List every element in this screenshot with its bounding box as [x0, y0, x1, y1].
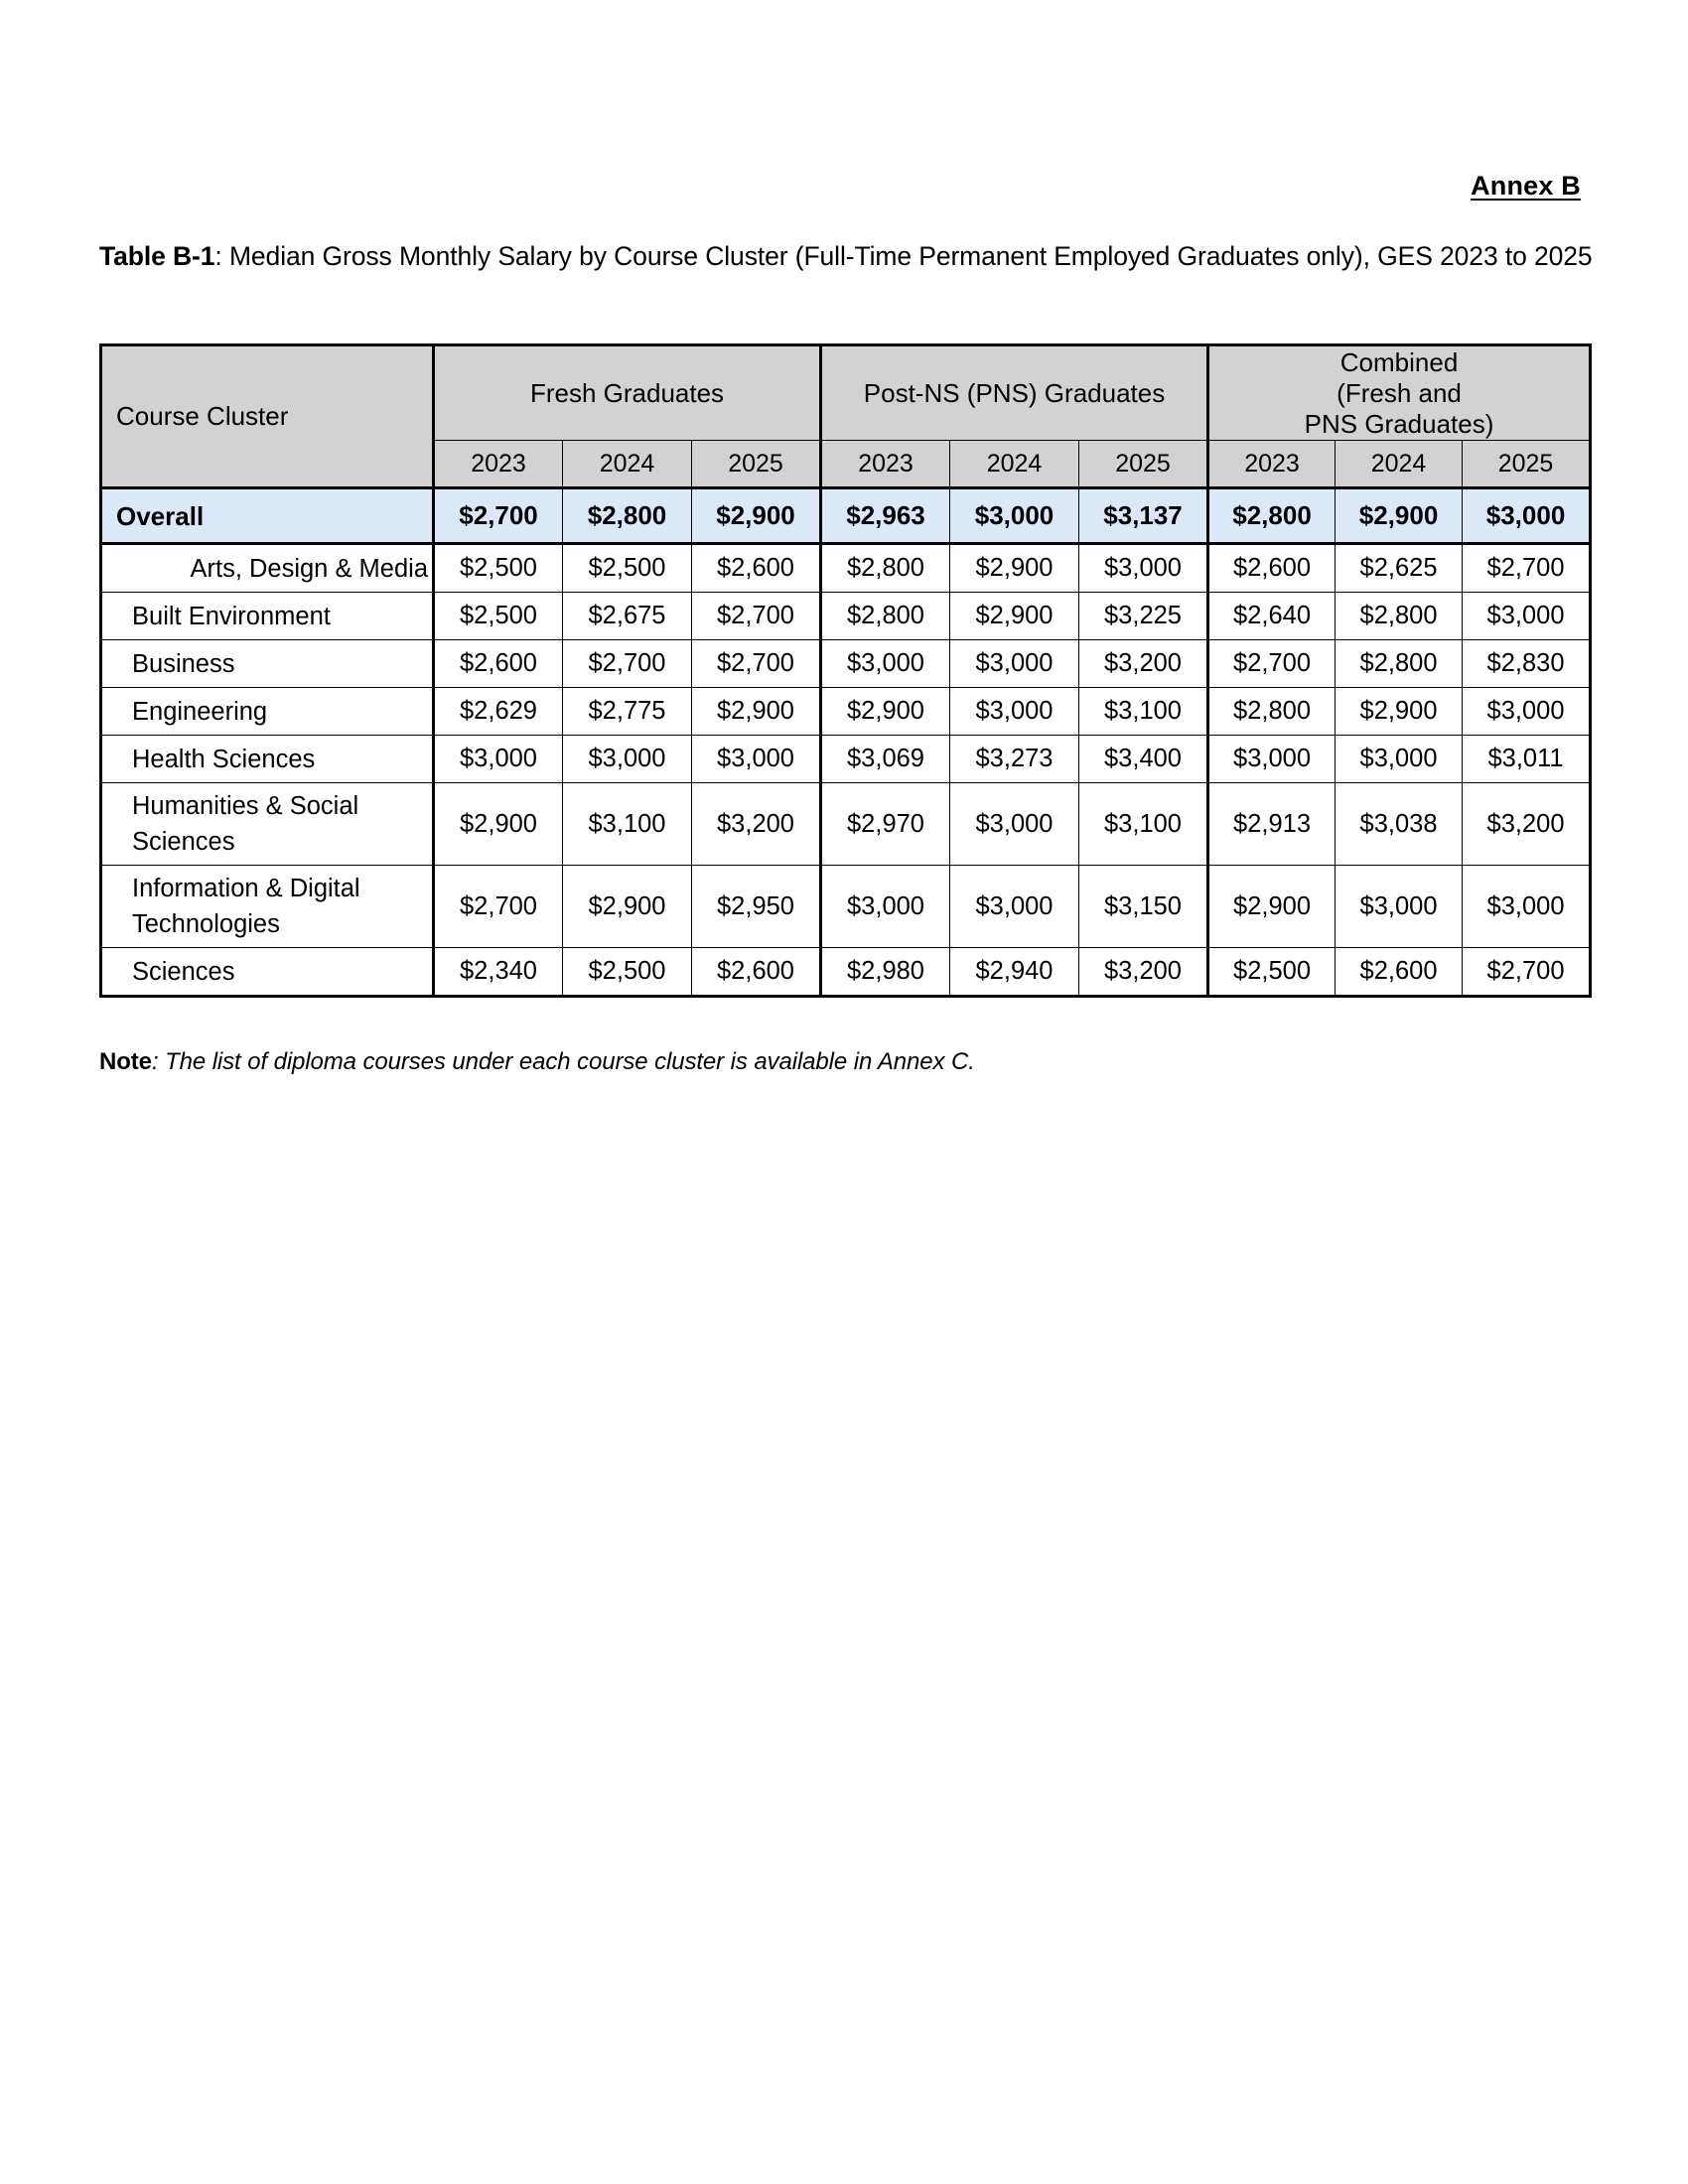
- cell-overall-fresh-2023: $2,700: [434, 488, 563, 544]
- cell-health-combined-2024: $3,000: [1336, 736, 1463, 783]
- cell-business-pns-2025: $3,200: [1079, 640, 1208, 688]
- cell-overall-combined-2024: $2,900: [1336, 488, 1463, 544]
- table-note: [99, 1048, 975, 1076]
- cell-sciences-pns-2025: $3,200: [1079, 948, 1208, 997]
- cell-arts-pns-2023: $2,800: [821, 544, 950, 593]
- cell-infotech-fresh-2023: $2,700: [434, 866, 563, 948]
- cell-built-fresh-2024: $2,675: [563, 593, 692, 640]
- cell-humanities-fresh-2023: $2,900: [434, 783, 563, 866]
- cell-infotech-fresh-2025: $2,950: [692, 866, 821, 948]
- cell-infotech-combined-2023: $2,900: [1208, 866, 1336, 948]
- cell-built-pns-2025: $3,225: [1079, 593, 1208, 640]
- cell-engineering-combined-2025: $3,000: [1463, 688, 1591, 736]
- table-header-group-row: [101, 345, 1591, 441]
- cell-sciences-combined-2023: $2,500: [1208, 948, 1336, 997]
- cell-engineering-fresh-2024: $2,775: [563, 688, 692, 736]
- cell-overall-fresh-2025: $2,900: [692, 488, 821, 544]
- cell-sciences-fresh-2024: $2,500: [563, 948, 692, 997]
- cell-sciences-combined-2024: $2,600: [1336, 948, 1463, 997]
- cell-arts-combined-2025: $2,700: [1463, 544, 1591, 593]
- cell-overall-combined-2025: $3,000: [1463, 488, 1591, 544]
- cell-business-combined-2024: $2,800: [1336, 640, 1463, 688]
- table-row: [101, 593, 1591, 640]
- table-caption-label: Table B-1: [99, 241, 215, 271]
- cell-health-combined-2025: $3,011: [1463, 736, 1591, 783]
- cell-business-fresh-2025: $2,700: [692, 640, 821, 688]
- table-note-label: Note: [99, 1048, 152, 1075]
- header-year-combined-2024: 2024: [1336, 441, 1463, 488]
- header-course-cluster: Course Cluster: [101, 345, 434, 488]
- header-year-pns-2023: 2023: [821, 441, 950, 488]
- cell-built-pns-2023: $2,800: [821, 593, 950, 640]
- header-year-fresh-2025: 2025: [692, 441, 821, 488]
- table-row: [101, 948, 1591, 997]
- cell-sciences-combined-2025: $2,700: [1463, 948, 1591, 997]
- cell-arts-pns-2024: $2,900: [950, 544, 1079, 593]
- cell-humanities-pns-2024: $3,000: [950, 783, 1079, 866]
- cell-health-fresh-2023: $3,000: [434, 736, 563, 783]
- table-note-text: : The list of diploma courses under each course cluster is available in Annex C.: [151, 1048, 975, 1075]
- row-label-overall: Overall: [101, 488, 434, 544]
- cell-infotech-pns-2025: $3,150: [1079, 866, 1208, 948]
- cell-business-pns-2024: $3,000: [950, 640, 1079, 688]
- cell-health-combined-2023: $3,000: [1208, 736, 1336, 783]
- table-row: [101, 736, 1591, 783]
- row-label-business: Business: [101, 640, 434, 688]
- row-label-engineering: Engineering: [101, 688, 434, 736]
- cell-infotech-combined-2025: $3,000: [1463, 866, 1591, 948]
- cell-infotech-combined-2024: $3,000: [1336, 866, 1463, 948]
- cell-overall-pns-2025: $3,137: [1079, 488, 1208, 544]
- header-group-fresh: Fresh Graduates: [434, 345, 821, 441]
- header-group-combined-line1: Combined: [1339, 346, 1459, 377]
- cell-health-pns-2023: $3,069: [821, 736, 950, 783]
- cell-health-pns-2024: $3,273: [950, 736, 1079, 783]
- table-row: [101, 640, 1591, 688]
- row-label-humanities-social-sciences: Humanities & Social Sciences: [101, 783, 434, 866]
- header-group-combined-line3: PNS Graduates): [1304, 408, 1494, 439]
- cell-overall-fresh-2024: $2,800: [563, 488, 692, 544]
- cell-business-fresh-2023: $2,600: [434, 640, 563, 688]
- cell-arts-fresh-2023: $2,500: [434, 544, 563, 593]
- cell-humanities-fresh-2024: $3,100: [563, 783, 692, 866]
- salary-table-container: [99, 343, 1589, 998]
- cell-built-fresh-2023: $2,500: [434, 593, 563, 640]
- cell-sciences-fresh-2023: $2,340: [434, 948, 563, 997]
- table-row: [101, 866, 1591, 948]
- cell-health-fresh-2024: $3,000: [563, 736, 692, 783]
- header-group-combined-line2: (Fresh and: [1336, 377, 1462, 408]
- cell-health-pns-2025: $3,400: [1079, 736, 1208, 783]
- cell-engineering-pns-2025: $3,100: [1079, 688, 1208, 736]
- cell-infotech-pns-2023: $3,000: [821, 866, 950, 948]
- table-row: [101, 783, 1591, 866]
- cell-sciences-pns-2024: $2,940: [950, 948, 1079, 997]
- header-year-combined-2025: 2025: [1463, 441, 1591, 488]
- cell-business-combined-2023: $2,700: [1208, 640, 1336, 688]
- table-caption-text: : Median Gross Monthly Salary by Course Cluster (Full-Time Permanent Employed Graduates only), GES 2023 to 2025: [214, 241, 1593, 271]
- header-year-fresh-2024: 2024: [563, 441, 692, 488]
- cell-arts-combined-2023: $2,600: [1208, 544, 1336, 593]
- header-group-pns: Post-NS (PNS) Graduates: [821, 345, 1208, 441]
- cell-built-fresh-2025: $2,700: [692, 593, 821, 640]
- cell-built-pns-2024: $2,900: [950, 593, 1079, 640]
- row-label-built-environment: Built Environment: [101, 593, 434, 640]
- row-label-sciences: Sciences: [101, 948, 434, 997]
- salary-table: [99, 343, 1592, 998]
- cell-humanities-combined-2025: $3,200: [1463, 783, 1591, 866]
- cell-humanities-pns-2025: $3,100: [1079, 783, 1208, 866]
- cell-business-fresh-2024: $2,700: [563, 640, 692, 688]
- header-year-combined-2023: 2023: [1208, 441, 1336, 488]
- cell-arts-combined-2024: $2,625: [1336, 544, 1463, 593]
- cell-built-combined-2024: $2,800: [1336, 593, 1463, 640]
- table-row: [101, 544, 1591, 593]
- cell-built-combined-2023: $2,640: [1208, 593, 1336, 640]
- header-year-pns-2025: 2025: [1079, 441, 1208, 488]
- row-label-health-sciences: Health Sciences: [101, 736, 434, 783]
- cell-built-combined-2025: $3,000: [1463, 593, 1591, 640]
- cell-engineering-fresh-2025: $2,900: [692, 688, 821, 736]
- row-label-information-digital-technologies: Information & Digital Technologies: [101, 866, 434, 948]
- cell-humanities-combined-2023: $2,913: [1208, 783, 1336, 866]
- table-caption: [99, 236, 1599, 276]
- row-label-arts-design-media: Arts, Design & Media: [101, 544, 434, 593]
- cell-humanities-combined-2024: $3,038: [1336, 783, 1463, 866]
- cell-business-pns-2023: $3,000: [821, 640, 950, 688]
- header-group-combined: [1208, 345, 1591, 441]
- table-row: [101, 688, 1591, 736]
- cell-health-fresh-2025: $3,000: [692, 736, 821, 783]
- cell-overall-pns-2023: $2,963: [821, 488, 950, 544]
- cell-arts-pns-2025: $3,000: [1079, 544, 1208, 593]
- cell-engineering-pns-2024: $3,000: [950, 688, 1079, 736]
- cell-arts-fresh-2025: $2,600: [692, 544, 821, 593]
- cell-sciences-pns-2023: $2,980: [821, 948, 950, 997]
- table-row-overall: [101, 488, 1591, 544]
- cell-overall-combined-2023: $2,800: [1208, 488, 1336, 544]
- cell-infotech-pns-2024: $3,000: [950, 866, 1079, 948]
- cell-overall-pns-2024: $3,000: [950, 488, 1079, 544]
- cell-arts-fresh-2024: $2,500: [563, 544, 692, 593]
- header-year-fresh-2023: 2023: [434, 441, 563, 488]
- cell-sciences-fresh-2025: $2,600: [692, 948, 821, 997]
- annex-label: Annex B: [1471, 171, 1581, 201]
- cell-engineering-fresh-2023: $2,629: [434, 688, 563, 736]
- cell-infotech-fresh-2024: $2,900: [563, 866, 692, 948]
- cell-engineering-combined-2023: $2,800: [1208, 688, 1336, 736]
- cell-engineering-pns-2023: $2,900: [821, 688, 950, 736]
- cell-business-combined-2025: $2,830: [1463, 640, 1591, 688]
- cell-humanities-fresh-2025: $3,200: [692, 783, 821, 866]
- cell-engineering-combined-2024: $2,900: [1336, 688, 1463, 736]
- cell-humanities-pns-2023: $2,970: [821, 783, 950, 866]
- header-year-pns-2024: 2024: [950, 441, 1079, 488]
